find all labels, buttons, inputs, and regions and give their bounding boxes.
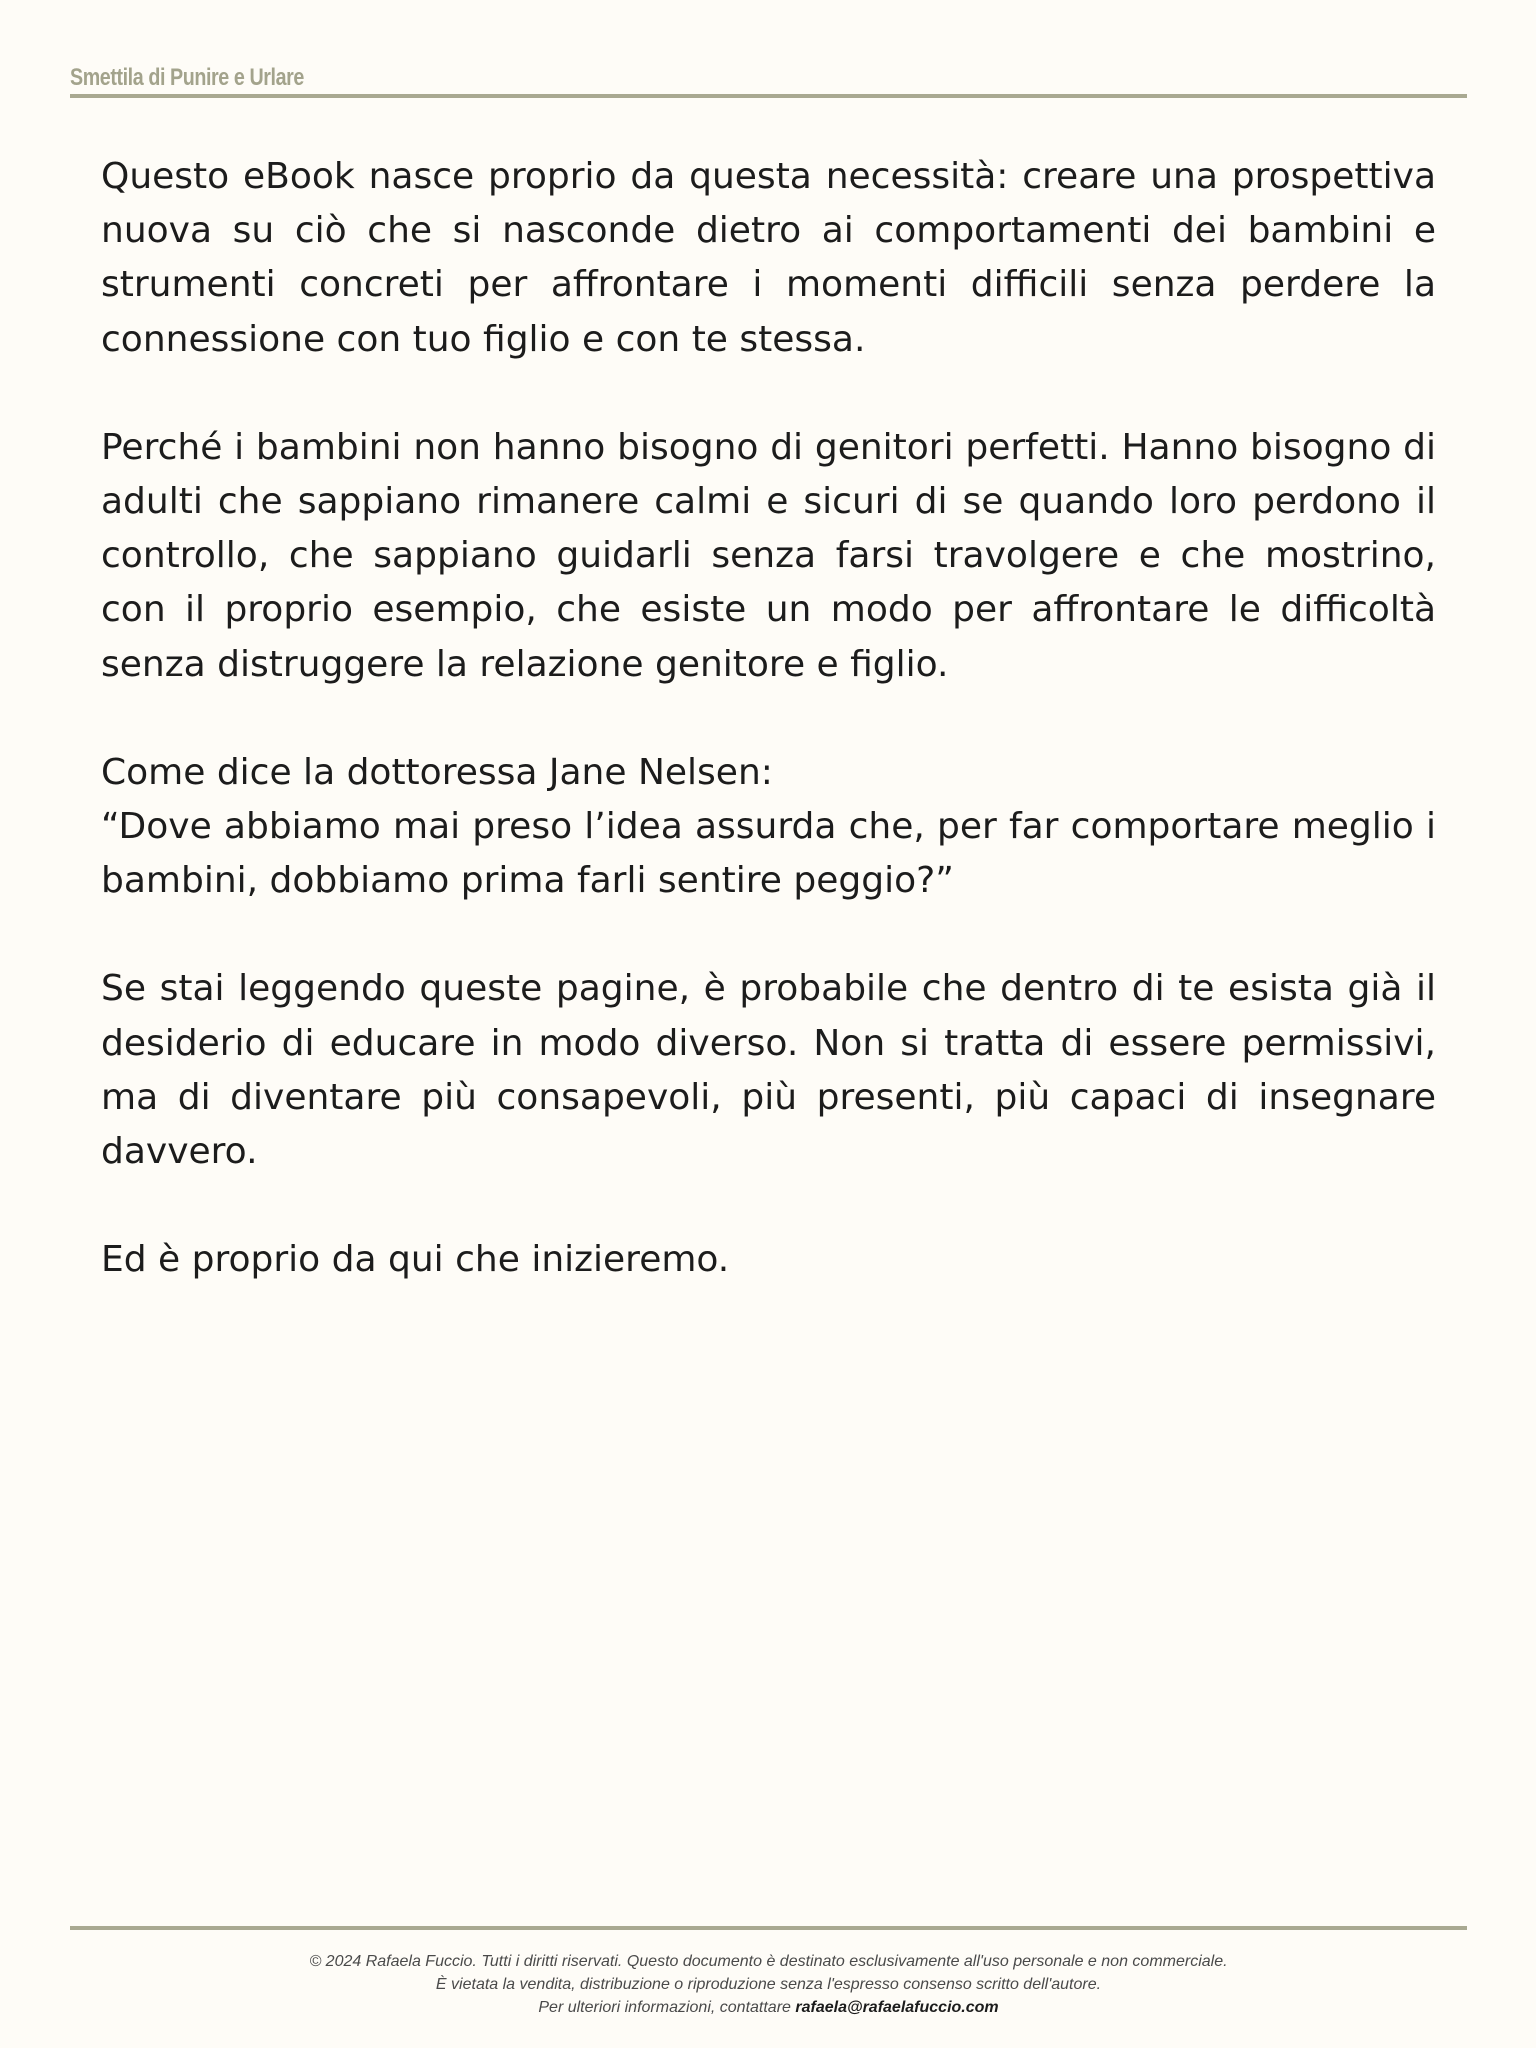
body-paragraph-2: Perché i bambini non hanno bisogno di genitori perfetti. Hanno bisogno di adulti che sappiano rimanere calmi e sicuri di se quando loro perdono il controllo, che sappiano guidarli senza farsi travolgere e che mostrino, con il proprio esempio, che esiste un modo per affrontare le difficoltà senza distruggere la relazione genitore e figlio. xyxy=(101,426,1436,685)
quote-block xyxy=(101,746,1436,909)
running-header-title: Smettila di Punire e Urlare xyxy=(70,64,304,91)
copyright-footer xyxy=(70,1950,1467,2019)
quote-intro: Come dice la dottoressa Jane Nelsen: xyxy=(101,751,773,793)
footer-rights-line: È vietata la vendita, distribuzione o riproduzione senza l'espresso consenso scritto dell'autore. xyxy=(435,1976,1102,1993)
contact-email-link[interactable]: rafaela@rafaelafuccio.com xyxy=(795,1999,999,2016)
footer-contact-line xyxy=(70,1996,1467,2019)
page-content xyxy=(101,150,1436,1341)
footer-divider xyxy=(70,1926,1467,1930)
footer-copyright-line: © 2024 Rafaela Fuccio. Tutti i diritti riservati. Questo documento è destinato esclusivamente all'uso personale e non commerciale. xyxy=(309,1953,1228,1970)
quote-text: “Dove abbiamo mai preso l’idea assurda che, per far comportare meglio i bambini, dobbiamo prima farli sentire peggio?” xyxy=(101,806,1436,902)
footer-contact-prefix: Per ulteriori informazioni, contattare xyxy=(538,1999,796,2016)
body-paragraph-4: Ed è proprio da qui che inizieremo. xyxy=(101,1239,730,1281)
body-paragraph-1: Questo eBook nasce proprio da questa necessità: creare una prospettiva nuova su ciò che si nasconde dietro ai comportamenti dei bambini e strumenti concreti per affrontare i momenti difficili senza perdere la connessione con tuo figlio e con te stessa. xyxy=(101,156,1436,360)
header-divider xyxy=(70,94,1467,98)
body-paragraph-3: Se stai leggendo queste pagine, è probabile che dentro di te esista già il desiderio di educare in modo diverso. Non si tratta di essere permissivi, ma di diventare più consapevoli, più presenti, più capaci di insegnare davvero. xyxy=(101,968,1436,1173)
